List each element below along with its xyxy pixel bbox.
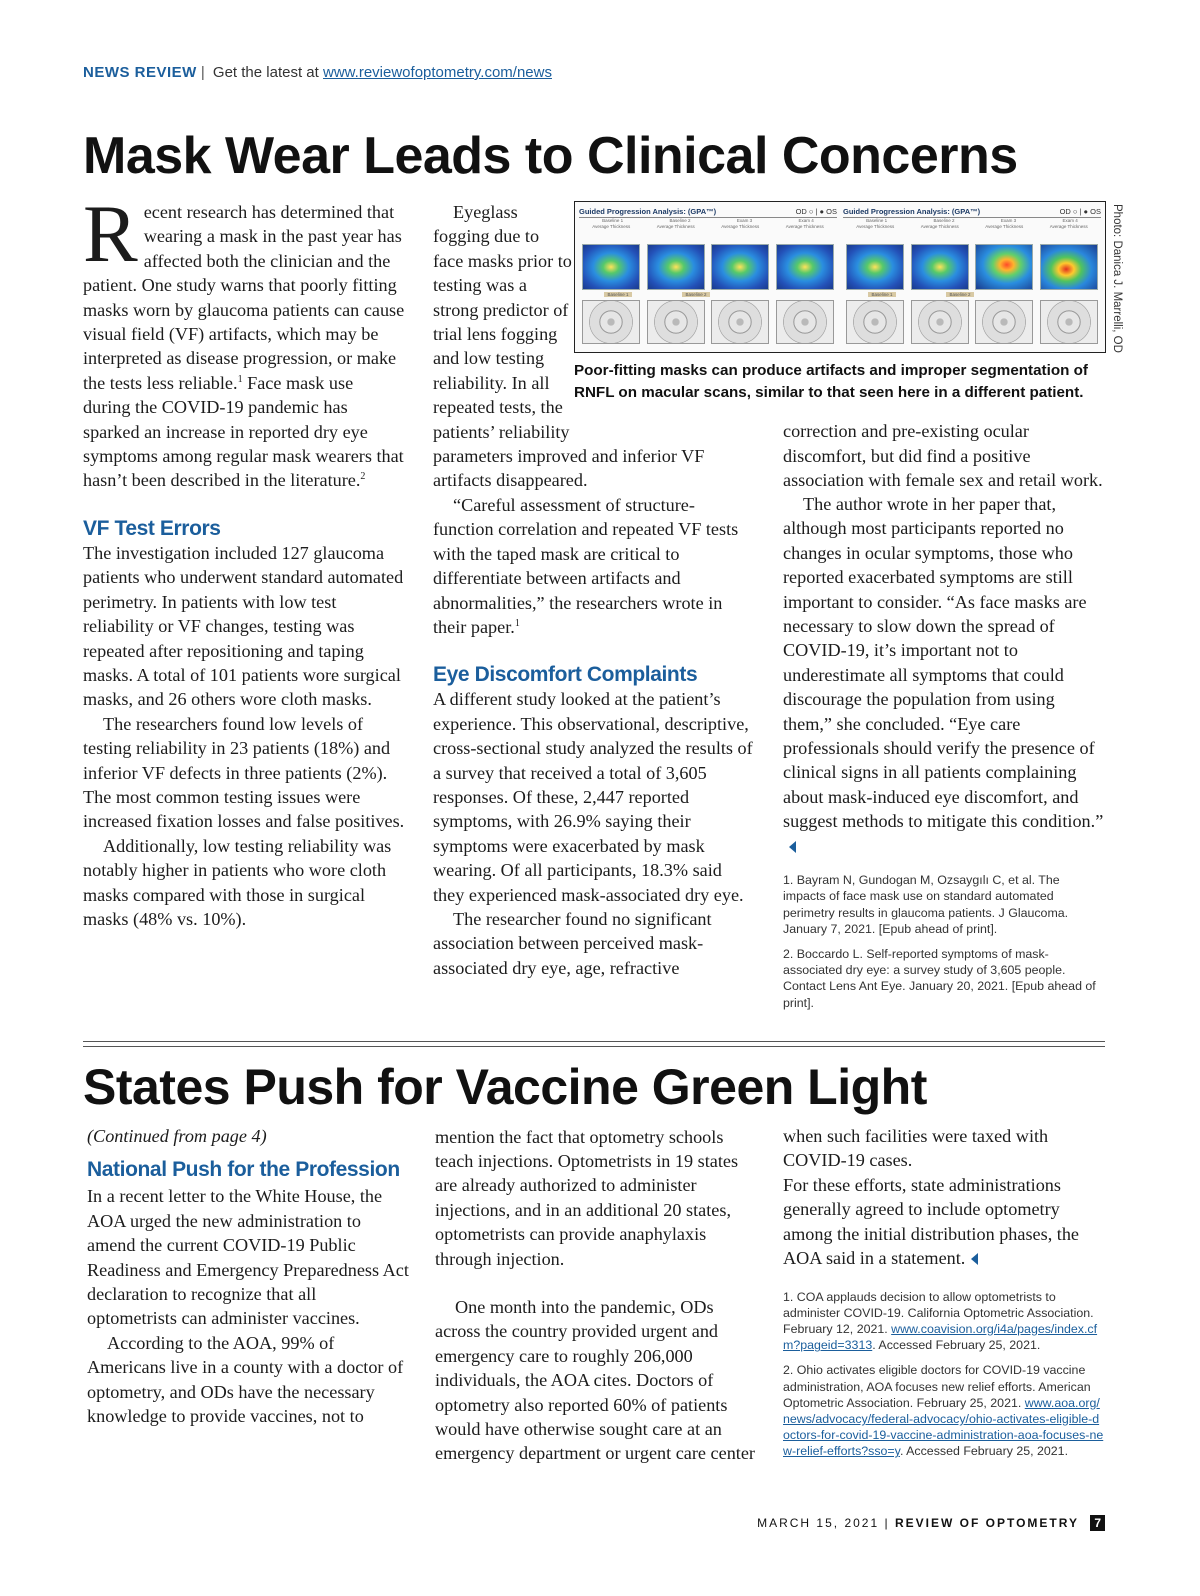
reference-link[interactable]: www.aoa.org/news/advocacy/federal-advocacy/ohio-activates-eligible-doctors-for-covid-19-vaccine-administration-aoa-focuses-new-relief-efforts?sso=y: [783, 1395, 1104, 1459]
article2-paragraph: In a recent letter to the White House, the AOA urged the new administration to amend the current COVID-19 Public Readiness and Emergency Preparedness Act declaration to recognize that all optometrists can administer vaccines.: [87, 1186, 409, 1329]
article1-paragraph: The researchers found low levels of testing reliability in 23 patients (18%) and inferior VF defects in three patients (2%). The most common testing issues were increased fixation losses and false positives.: [83, 713, 405, 832]
macular-scan: [911, 300, 969, 344]
article1-title: Mask Wear Leads to Clinical Concerns: [83, 127, 1018, 185]
article2-title: States Push for Vaccine Green Light: [83, 1059, 927, 1115]
thickness-map: [711, 244, 769, 290]
reference-item: 1. Bayram N, Gundogan M, Ozsaygılı C, et al. The impacts of face mask use on standard automated perimetry results in glaucoma patients. J Glaucoma. January 7, 2021. [Epub ahead of print].: [783, 873, 1069, 936]
subhead-eye-discomfort: Eye Discomfort Complaints: [433, 663, 698, 687]
reference-link[interactable]: www.coavision.org/i4a/pages/index.cfm?pageid=3313: [783, 1322, 1098, 1353]
publication-name: REVIEW OF OPTOMETRY: [894, 1516, 1079, 1530]
article1-intro: Recent research has determined that wearing a mask in the past year has affected both the clinician and the patient. One study warns that poorly fitting masks worn by glaucoma patients can cause visual field (VF) artifacts, which may be interpreted as disease progression, or make the tests less reliable.$^1$ Face mask use during the COVID-19 pandemic has sparked an increase in reported dry eye symptoms among regular mask wearers that hasn’t been described in the literature.$^2$: [83, 188, 405, 491]
section-header: [83, 64, 552, 81]
reference-item: 1. COA applauds decision to allow optometrists to administer COVID-19. California Optometric Association. February 12, 2021. www.coavision.org/i4a/pages/index.cfm?pageid=3313. Accessed February 25, 2021.: [783, 1289, 1098, 1353]
article1-paragraph: The investigation included 127 glaucoma patients who underwent standard automated perimetry. In patients with low test reliability or VF changes, testing was repeated after repositioning and taping masks. A total of 101 patients wore surgical masks, and 26 others wore cloth masks.: [83, 542, 404, 710]
article1-column-1: [83, 188, 405, 931]
macular-scan: [975, 300, 1033, 344]
article1-paragraph: A different study looked at the patient’s experience. This observational, descriptive, cross-sectional study analyzed the results of a survey that received a total of 3,605 responses. Of these, 2,447 reported symptoms, with 26.9% saying their symptoms were exacerbated by mask wearing. Of all participants, 18.3% said they experienced mask-associated dry eye.: [433, 689, 753, 905]
news-link[interactable]: www.reviewofoptometry.com/news: [323, 64, 552, 81]
end-mark-icon: [789, 841, 796, 853]
article1-paragraph: “Careful assessment of structure-function correlation and repeated VF tests with the taped mask are critical to differentiate between artifacts and abnormalities,” the researchers wrote in their paper.$^1$: [433, 494, 739, 637]
thickness-map: [776, 244, 834, 290]
photo-credit: Photo: Danica J. Marrelli, OD: [1111, 204, 1123, 353]
reference-item: 2. Ohio activates eligible doctors for COVID-19 vaccine administration, AOA focuses new relief efforts. American Optometric Association. February 25, 2021. www.aoa.org/news/advocacy/federal-advocacy/ohio-activates-eligible-doctors-for-covid-19-vaccine-administration-aoa-focuses-new-relief-efforts?sso=y. Accessed February 25, 2021.: [783, 1363, 1104, 1459]
thickness-map: [846, 244, 904, 290]
drop-cap: R: [83, 188, 138, 279]
article1-paragraph: The author wrote in her paper that, although most participants reported no changes in ocular symptoms, those who reported exacerbated symptoms are still important to consider. “As face masks are necessary to slow down the spread of COVID-19, it’s important not to underestimate all symptoms that could discourage the population from using them,” she concluded. “Eye care professionals should verify the presence of clinical signs in all patients complaining about mask-induced eye discomfort, and suggest methods to mitigate this condition.”: [783, 492, 1105, 858]
macular-scan: [846, 300, 904, 344]
article2-column-1: [87, 1124, 409, 1428]
gpa-figure: [574, 201, 1106, 353]
article2-paragraph: For these efforts, state administrations generally agreed to include optometry among the initial distribution phases, the AOA said in a statement.: [783, 1175, 1080, 1269]
subhead-national-push: National Push for the Profession: [87, 1158, 400, 1182]
thickness-map: [911, 244, 969, 290]
thickness-map: [1040, 244, 1098, 290]
article2-paragraph-continued: mention the fact that optometry schools teach injections. Optometrists in 19 states are already authorized to administer injections, and in an additional 20 states, optometrists can provide anaphylaxis through injection.: [435, 1126, 739, 1269]
article2-paragraph-continued: when such facilities were taxed with COVID-19 cases.: [783, 1125, 1049, 1171]
thickness-map: [975, 244, 1033, 290]
gpa-panel-left: Guided Progression Analysis: (GPA™) OD ○ | ● OS Baseline 1 Baseline 2 Exam 3 Exam 4 Average Thickness Average Thickness Average Thickness Average Thickness Baseline 1 Baseline 2: [579, 206, 837, 348]
article2-paragraph: According to the AOA, 99% of Americans live in a county with a doctor of optometry, and ODs have the necessary knowledge to provide vaccines, not to: [87, 1332, 404, 1427]
article1-paragraph-continued: correction and pre-existing ocular discomfort, but did find a positive association with female sex and retail work.: [783, 421, 1103, 491]
page-footer: [757, 1515, 1105, 1531]
gpa-panel-right: Guided Progression Analysis: (GPA™) OD ○ | ● OS Baseline 1 Baseline 2 Exam 3 Exam 4 Average Thickness Average Thickness Average Thickness Average Thickness Baseline 1 Baseline 2: [843, 206, 1101, 348]
macular-scan: [711, 300, 769, 344]
page-number: 7: [1090, 1515, 1105, 1531]
reference-item: 2. Boccardo L. Self-reported symptoms of mask-associated dry eye: a survey study of 3,605 people. Contact Lens Ant Eye. January 20, 2021. [Epub ahead of print].: [783, 946, 1096, 1010]
macular-scan: [776, 300, 834, 344]
macular-scan: [1040, 300, 1098, 344]
article1-references: [783, 872, 1105, 1011]
header-separator: |: [200, 64, 205, 81]
article2-column-2: [435, 1124, 757, 1466]
article2-column-3: [783, 1124, 1105, 1469]
macular-scan: [582, 300, 640, 344]
end-mark-icon: [971, 1253, 978, 1265]
subhead-vf-test-errors: VF Test Errors: [83, 516, 221, 540]
article1-column-3: [783, 419, 1105, 1020]
article1-paragraph: The researcher found no significant association between perceived mask-associated dry eye, age, refractive: [433, 908, 712, 978]
article2-paragraph: One month into the pandemic, ODs across the country provided urgent and emergency care to roughly 206,000 individuals, the AOA cites. Doctors of optometry also reported 60% of patients would have otherwise sought care at an emergency department or urgent care center: [435, 1297, 755, 1464]
issue-date: MARCH 15, 2021: [757, 1516, 880, 1530]
article-divider: [83, 1041, 1105, 1042]
article-divider: [83, 1046, 1105, 1047]
article2-references: [783, 1289, 1105, 1460]
thickness-map: [647, 244, 705, 290]
macular-scan: [647, 300, 705, 344]
figure-caption: Poor-fitting masks can produce artifacts and improper segmentation of RNFL on macular scans, similar to that seen here in a different patient.: [574, 362, 1088, 401]
article1-paragraph: Additionally, low testing reliability was notably higher in patients who wore cloth masks compared with those in surgical masks (48% vs. 10%).: [83, 835, 392, 929]
header-tagline: Get the latest at: [212, 64, 319, 81]
thickness-map: [582, 244, 640, 290]
article1-paragraph: Eyeglass fogging due to face masks prior to testing was a strong predictor of trial lens fogging and low testing reliability. In all repeated tests, the patients’ reliability parameters improved and inferior VF artifacts disappeared.: [433, 200, 755, 493]
footer-separator: |: [884, 1516, 890, 1530]
section-label: NEWS REVIEW: [83, 64, 197, 81]
continued-note: (Continued from page 4): [87, 1126, 267, 1146]
